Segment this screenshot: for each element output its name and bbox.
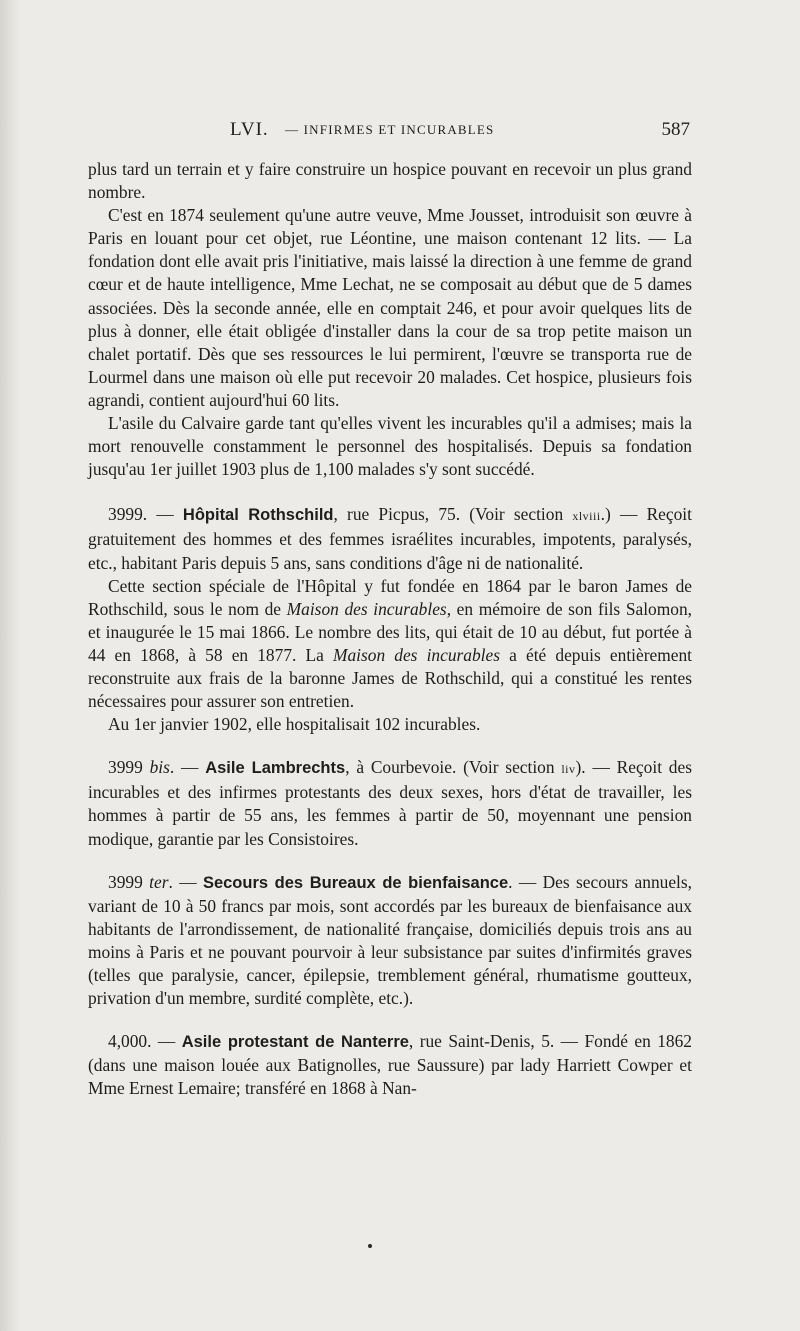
entry-dash: —	[147, 504, 183, 525]
entry-number: 3999	[108, 757, 150, 778]
entry-number: 4,000.	[108, 1031, 152, 1052]
paragraph-jousset: C'est en 1874 seulement qu'une autre veuve, Mme Jousset, introduisit son œuvre à Paris en louant pour cet objet, rue Léontine, une maison contenant 12 lits. — La fondation dont elle avait pris l'initiative, mais laissé la direction à une femme de grand cœur et de haute intelligence, Mme Lechat, ne se composait au début que de 5 dames associées. Dès la seconde année, elle en comptait 246, et pour avoir quelques lits de plus à donner, elle était obligée d'installer dans la cour de sa trop petite maison un chalet portatif. Dès que ses ressources le lui permirent, l'œuvre se transporta rue de Lourmel dans une maison où elle put recevoir 20 malades. Cet hospice, plusieurs fois agrandi, contient aujourd'hui 60 lits.	[88, 205, 692, 410]
entry-dash: . —	[168, 871, 203, 892]
italic-title: Maison des incurables	[332, 644, 500, 665]
paragraph-calvaire: L'asile du Calvaire garde tant qu'elles vivent les incurables qu'il a admises; mais la mort renouvelle constamment le personnel des hospitalisés. Depuis sa fondation jusqu'au 1er juillet 1903 plus de 1,100 malades s'y sont succédé.	[88, 413, 692, 480]
entry-3999ter	[88, 871, 692, 1011]
entry-suffix: ter	[149, 871, 169, 892]
entry-title: Asile protestant de Nanterre	[181, 1033, 409, 1052]
section-ref: xlviii	[572, 509, 601, 524]
paragraph-rothschild-count: Au 1er janvier 1902, elle hospitalisait 102 incurables.	[108, 714, 481, 735]
text-segment: Cette section spéciale de l'Hôpital y fut fondée en 1864 par le baron James de Rothschild, sous le nom de	[88, 575, 692, 619]
entry-address: , à Courbevoie. (Voir section	[345, 757, 562, 778]
entry-title: Hôpital Rothschild	[182, 506, 334, 525]
section-ref-close: ). —	[575, 757, 610, 778]
section-ref-close: .)	[600, 504, 611, 525]
entry-address: , rue Picpus, 75. (Voir section	[333, 504, 573, 525]
entry-4000	[88, 1030, 692, 1100]
entry-title: Secours des Bureaux de bienfaisance	[202, 873, 509, 892]
header-section-number: LVI.	[230, 119, 269, 140]
text-segment: , en mémoire de son fils Salomon, et inaugurée le 15 mai 1866. Le nombre des lits, qui était de 10 au début, fut portée à 44 en 1868, à 58 en 1877. La	[88, 598, 692, 665]
text-segment: a été depuis entièrement reconstruite aux frais de la baronne James de Rothschild, qui a constitué les rentes nécessaires pour assurer son entretien.	[88, 644, 692, 712]
entry-3999bis	[88, 756, 692, 850]
running-header	[230, 119, 690, 145]
italic-title: Maison des incurables	[286, 598, 447, 619]
entry-3999-heading	[88, 503, 692, 574]
printer-mark-dot	[368, 1244, 372, 1248]
entry-number: 3999.	[108, 504, 148, 525]
page-number: 587	[661, 119, 690, 140]
entry-text: — Reçoit gratuitement des hommes et des femmes israélites incurables, impotents, paralysés, etc., habitant Paris depuis 5 ans, sans conditions d'âge ni de nationalité.	[88, 504, 692, 573]
paragraph-rothschild-history	[88, 575, 692, 714]
entry-text: . — Des secours annuels, variant de 10 à 50 francs par mois, sont accordés par les bureaux de bienfaisance aux habitants de l'arrondissement, de nationalité française, domiciliés depuis trois ans au moins à Paris et ne pouvant pourvoir à leur subsistance par suites d'infirmités graves (telles que paralysie, cancer, épilepsie, tremblement général, rhumatisme goutteux, privation d'un membre, surdité complète, etc.).	[88, 871, 692, 1009]
entry-text: , rue Saint-Denis, 5. — Fondé en 1862 (dans une maison louée aux Batignolles, rue Saussure) par lady Harriett Cowper et Mme Ernest Lemaire; transféré en 1868 à Nan-	[88, 1031, 692, 1099]
section-ref: liv	[561, 762, 576, 777]
page-edge-shadow	[0, 0, 20, 1331]
header-section-title: — INFIRMES ET INCURABLES	[285, 122, 495, 137]
page-body	[88, 158, 692, 1100]
entry-number: 3999	[108, 871, 150, 892]
entry-title: Asile Lambrechts	[205, 759, 346, 778]
entry-suffix: bis	[149, 757, 170, 778]
entry-dash: —	[151, 1031, 182, 1052]
paragraph-continuation: plus tard un terrain et y faire construire un hospice pouvant en recevoir un plus grand nombre.	[88, 159, 692, 203]
entry-text: Reçoit des incurables et des infirmes protestants des deux sexes, hors d'état de travailler, les hommes à partir de 55 ans, les femmes à partir de 50, moyennant une pension modique, garantie par les Consistoires.	[88, 757, 692, 849]
entry-dash: . —	[169, 757, 206, 778]
